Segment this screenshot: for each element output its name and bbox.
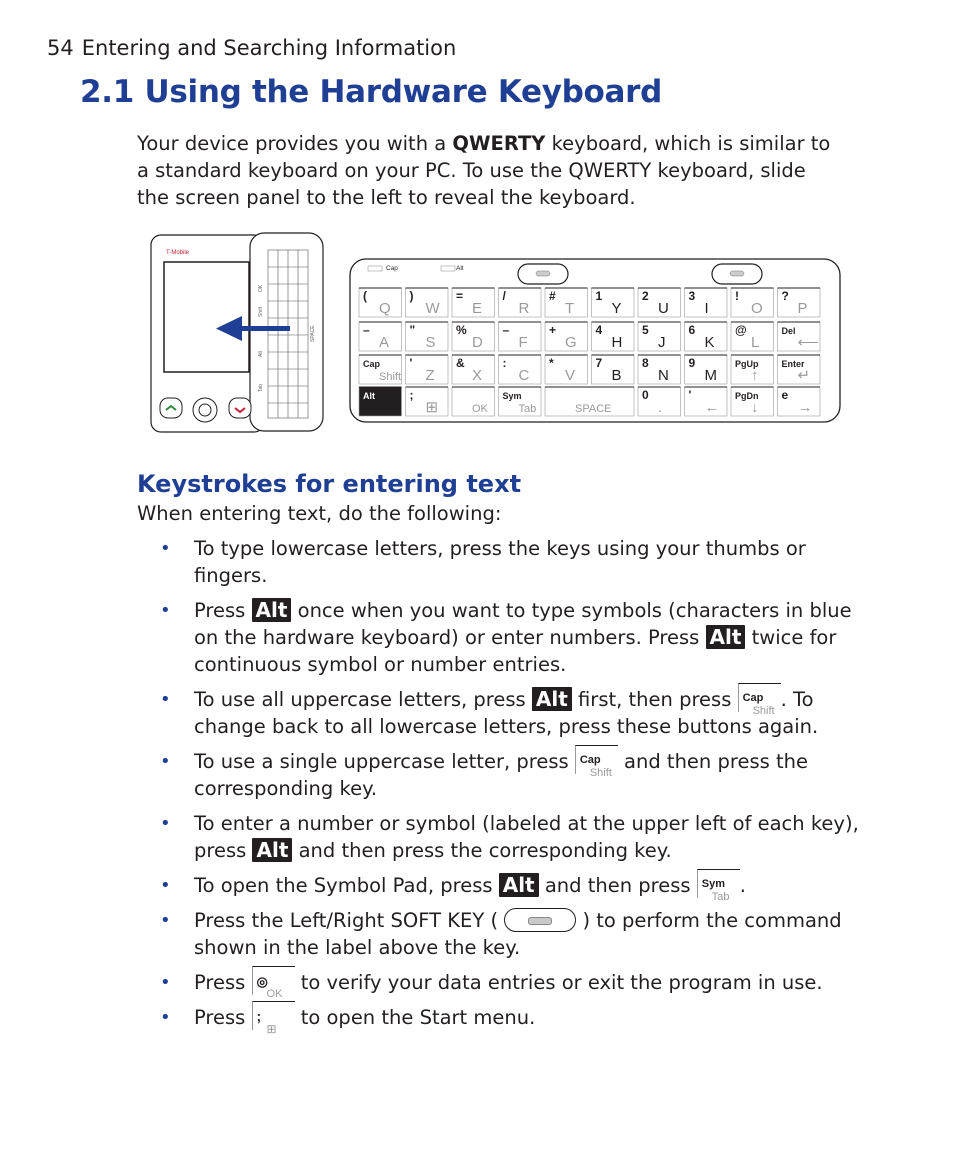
key-symbol-label: Alt bbox=[363, 391, 375, 401]
keyboard-key bbox=[545, 387, 634, 416]
key-letter-label: X bbox=[472, 367, 483, 384]
key-letter-label: F bbox=[518, 334, 528, 351]
key-letter-label: L bbox=[751, 334, 760, 351]
key-symbol-label: 8 bbox=[642, 356, 649, 370]
key-letter-label: V bbox=[565, 367, 576, 384]
key-letter-label: S bbox=[425, 334, 436, 351]
keyboard-key bbox=[731, 355, 774, 384]
key-letter-label: Y bbox=[611, 300, 622, 317]
keyboard-key bbox=[592, 322, 635, 351]
key-symbol-label: 7 bbox=[595, 356, 603, 370]
key-letter-label: K bbox=[704, 334, 715, 351]
key-symbol-label: % bbox=[456, 323, 467, 337]
key-symbol-label: & bbox=[456, 356, 465, 370]
keyboard-key bbox=[545, 355, 588, 384]
key-symbol-label: Enter bbox=[781, 359, 805, 369]
key-symbol-label: e bbox=[781, 388, 789, 402]
bullet-icon: • bbox=[160, 910, 171, 931]
key-letter-label: U bbox=[658, 300, 669, 317]
soft-key-icon bbox=[504, 908, 576, 932]
keyboard-key bbox=[406, 288, 449, 317]
keyboard-key bbox=[452, 288, 495, 317]
keyboard-key bbox=[406, 387, 449, 416]
key-letter-label: OK bbox=[472, 403, 488, 415]
key-letter-label: D bbox=[472, 334, 483, 351]
key-letter-label: ← bbox=[704, 399, 720, 416]
key-symbol-label: ; bbox=[409, 388, 414, 402]
key-symbol-label: = bbox=[456, 289, 464, 303]
keyboard-key bbox=[638, 387, 681, 416]
key-symbol-label: – bbox=[363, 323, 370, 337]
bullet-icon: • bbox=[160, 751, 171, 772]
key-letter-label: C bbox=[518, 367, 530, 384]
keyboard-illustration bbox=[150, 232, 845, 441]
keyboard-key bbox=[406, 355, 449, 384]
list-item: • To open the Symbol Pad, press Alt and then press Sym Tab . bbox=[160, 872, 880, 899]
keyboard-key bbox=[638, 322, 681, 351]
key-symbol-label: ? bbox=[781, 289, 789, 303]
page-number: 54 bbox=[47, 36, 74, 60]
keyboard-key bbox=[452, 322, 495, 351]
bullet-icon: • bbox=[160, 813, 171, 834]
key-symbol-label: ' bbox=[409, 356, 413, 370]
list-item: • Press ◎ OK to verify your data entries or exit the program in use. bbox=[160, 969, 880, 996]
header-section: Entering and Searching Information bbox=[81, 36, 457, 60]
list-item: • To use a single uppercase letter, press Cap Shift and then press the corresponding key. bbox=[160, 748, 880, 802]
keyboard-key bbox=[778, 288, 821, 317]
phone-side-key: Tab bbox=[258, 383, 264, 392]
keyboard-key bbox=[731, 387, 774, 416]
key-letter-label: . bbox=[658, 399, 663, 416]
cap-shift-key-icon: Cap Shift bbox=[575, 745, 618, 774]
bullet-icon: • bbox=[160, 538, 171, 559]
key-symbol-label: + bbox=[549, 323, 557, 337]
keyboard-key bbox=[731, 322, 774, 351]
key-symbol-label: ) bbox=[409, 289, 414, 303]
keyboard-key bbox=[638, 288, 681, 317]
keyboard-key bbox=[731, 288, 774, 317]
cap-indicator-label: Cap bbox=[386, 265, 398, 272]
bullet-icon: • bbox=[160, 875, 171, 896]
key-symbol-label: PgUp bbox=[735, 359, 759, 369]
key-symbol-label: : bbox=[502, 356, 507, 370]
bullet-icon: • bbox=[160, 600, 171, 621]
keyboard-key bbox=[685, 288, 728, 317]
key-symbol-label: # bbox=[549, 289, 556, 303]
key-letter-label: A bbox=[379, 334, 390, 351]
key-symbol-label: @ bbox=[735, 323, 747, 337]
key-symbol-label: / bbox=[502, 289, 506, 303]
key-letter-label: N bbox=[658, 367, 669, 384]
subheading: Keystrokes for entering text bbox=[137, 470, 522, 498]
list-item: • Press the Left/Right SOFT KEY ( ) to perform the command shown in the label above the key. bbox=[160, 909, 842, 959]
keyboard-key bbox=[685, 322, 728, 351]
key-letter-label: ↑ bbox=[751, 367, 759, 384]
keyboard-key bbox=[592, 288, 635, 317]
phone-image bbox=[151, 233, 323, 432]
phone-side-key: Alt bbox=[258, 351, 264, 357]
list-item: • To enter a number or symbol (labeled at the upper left of each key), press Alt and then press the corresponding key. bbox=[160, 812, 859, 862]
keyboard-key bbox=[685, 387, 728, 416]
alt-key-icon: Alt bbox=[706, 625, 746, 649]
key-symbol-label: 3 bbox=[688, 289, 696, 303]
keyboard-key bbox=[499, 387, 542, 416]
list-item: • Press ; ⊞ to open the Start menu. bbox=[160, 1004, 880, 1031]
key-symbol-label: " bbox=[409, 323, 416, 337]
key-symbol-label: ! bbox=[735, 289, 739, 303]
phone-side-key: OK bbox=[258, 284, 264, 292]
key-letter-label: Q bbox=[379, 300, 391, 317]
device-illustration bbox=[150, 232, 845, 437]
key-letter-label: ↵ bbox=[797, 367, 811, 384]
bullet-icon: • bbox=[160, 972, 171, 993]
list-item: • To type lowercase letters, press the keys using your thumbs or fingers. bbox=[160, 537, 806, 587]
ok-key-icon: ◎ OK bbox=[252, 966, 295, 995]
lead-text: When entering text, do the following: bbox=[137, 502, 502, 525]
key-letter-label: SPACE bbox=[575, 403, 612, 415]
key-symbol-label: 9 bbox=[688, 356, 696, 370]
key-symbol-label: ( bbox=[363, 289, 367, 303]
alt-key-icon: Alt bbox=[499, 873, 539, 897]
alt-key-icon: Alt bbox=[532, 687, 572, 711]
key-symbol-label: 2 bbox=[642, 289, 649, 303]
alt-key-icon: Alt bbox=[252, 838, 292, 862]
intro-paragraph: Your device provides you with a QWERTY keyboard, which is similar to a standard keyboard on your PC. To use the QWERTY keyboard, slide the screen panel to the left to reveal the keyboard. bbox=[137, 132, 831, 209]
key-letter-label: W bbox=[425, 300, 440, 317]
key-symbol-label: PgDn bbox=[735, 391, 759, 401]
list-item: • To use all uppercase letters, press Alt first, then press Cap Shift . To change back to all lowercase letters, press these buttons again. bbox=[160, 686, 880, 740]
key-letter-label: J bbox=[658, 334, 666, 351]
keyboard-key bbox=[685, 355, 728, 384]
keyboard-key bbox=[359, 387, 402, 416]
phone-side-key: Shift bbox=[258, 306, 264, 317]
keyboard-key bbox=[359, 355, 402, 384]
keyboard-key bbox=[359, 288, 402, 317]
key-letter-label: R bbox=[518, 300, 530, 317]
qwerty-keyboard-image bbox=[350, 259, 840, 422]
key-symbol-label: 0 bbox=[642, 388, 649, 402]
key-letter-label: ↓ bbox=[751, 399, 759, 416]
key-letter-label: E bbox=[472, 300, 483, 317]
key-symbol-label: * bbox=[549, 356, 554, 370]
key-symbol-label: Cap bbox=[363, 359, 381, 369]
key-symbol-label: 1 bbox=[595, 289, 603, 303]
key-letter-label: M bbox=[704, 367, 717, 384]
keyboard-key bbox=[359, 322, 402, 351]
key-letter-label: Tab bbox=[518, 403, 537, 415]
running-header bbox=[47, 36, 456, 60]
key-letter-label: Z bbox=[425, 367, 435, 384]
keyboard-key bbox=[592, 355, 635, 384]
key-symbol-label: 4 bbox=[595, 323, 603, 337]
key-symbol-label: Sym bbox=[502, 391, 522, 401]
alt-indicator-label: Alt bbox=[456, 265, 464, 272]
phone-side-key: SPACE bbox=[310, 325, 316, 342]
key-letter-label: I bbox=[704, 300, 709, 317]
keyboard-key bbox=[778, 387, 821, 416]
key-letter-label: ⟵ bbox=[797, 334, 820, 351]
key-letter-label: B bbox=[611, 367, 622, 384]
start-key-icon: ; ⊞ bbox=[252, 1001, 295, 1030]
key-letter-label: Shift bbox=[379, 371, 402, 383]
qwerty-term: QWERTY bbox=[452, 132, 546, 155]
page-title: 2.1 Using the Hardware Keyboard bbox=[80, 74, 663, 110]
keyboard-key bbox=[499, 322, 542, 351]
key-letter-label: ⊞ bbox=[425, 399, 439, 416]
key-symbol-label: Del bbox=[781, 326, 796, 336]
key-letter-label: P bbox=[797, 300, 808, 317]
keyboard-key bbox=[545, 288, 588, 317]
keyboard-key bbox=[452, 387, 495, 416]
keyboard-key bbox=[778, 322, 821, 351]
sym-tab-key-icon: Sym Tab bbox=[697, 869, 740, 898]
instruction-list bbox=[160, 535, 880, 1039]
keyboard-key bbox=[499, 288, 542, 317]
key-symbol-label: ' bbox=[688, 388, 692, 402]
key-symbol-label: 6 bbox=[688, 323, 696, 337]
carrier-logo: T-Mobile bbox=[166, 250, 190, 256]
alt-key-icon: Alt bbox=[252, 598, 292, 622]
keyboard-key bbox=[499, 355, 542, 384]
keyboard-key bbox=[452, 355, 495, 384]
key-letter-label: T bbox=[565, 300, 575, 317]
key-letter-label: → bbox=[797, 399, 813, 416]
keyboard-key bbox=[778, 355, 821, 384]
list-item: • Press Alt once when you want to type symbols (characters in blue on the hardware keyboard) or enter numbers. Press Alt twice for continuous symbol or number entries. bbox=[160, 597, 852, 676]
key-letter-label: H bbox=[611, 334, 623, 351]
keyboard-key bbox=[638, 355, 681, 384]
keyboard-key bbox=[545, 322, 588, 351]
cap-shift-key-icon: Cap Shift bbox=[738, 683, 781, 712]
bullet-icon: • bbox=[160, 1007, 171, 1028]
key-symbol-label: 5 bbox=[642, 323, 649, 337]
keyboard-key bbox=[406, 322, 449, 351]
key-letter-label: G bbox=[565, 334, 577, 351]
bullet-icon: • bbox=[160, 689, 171, 710]
key-symbol-label: – bbox=[502, 323, 510, 337]
key-letter-label: O bbox=[751, 300, 763, 317]
